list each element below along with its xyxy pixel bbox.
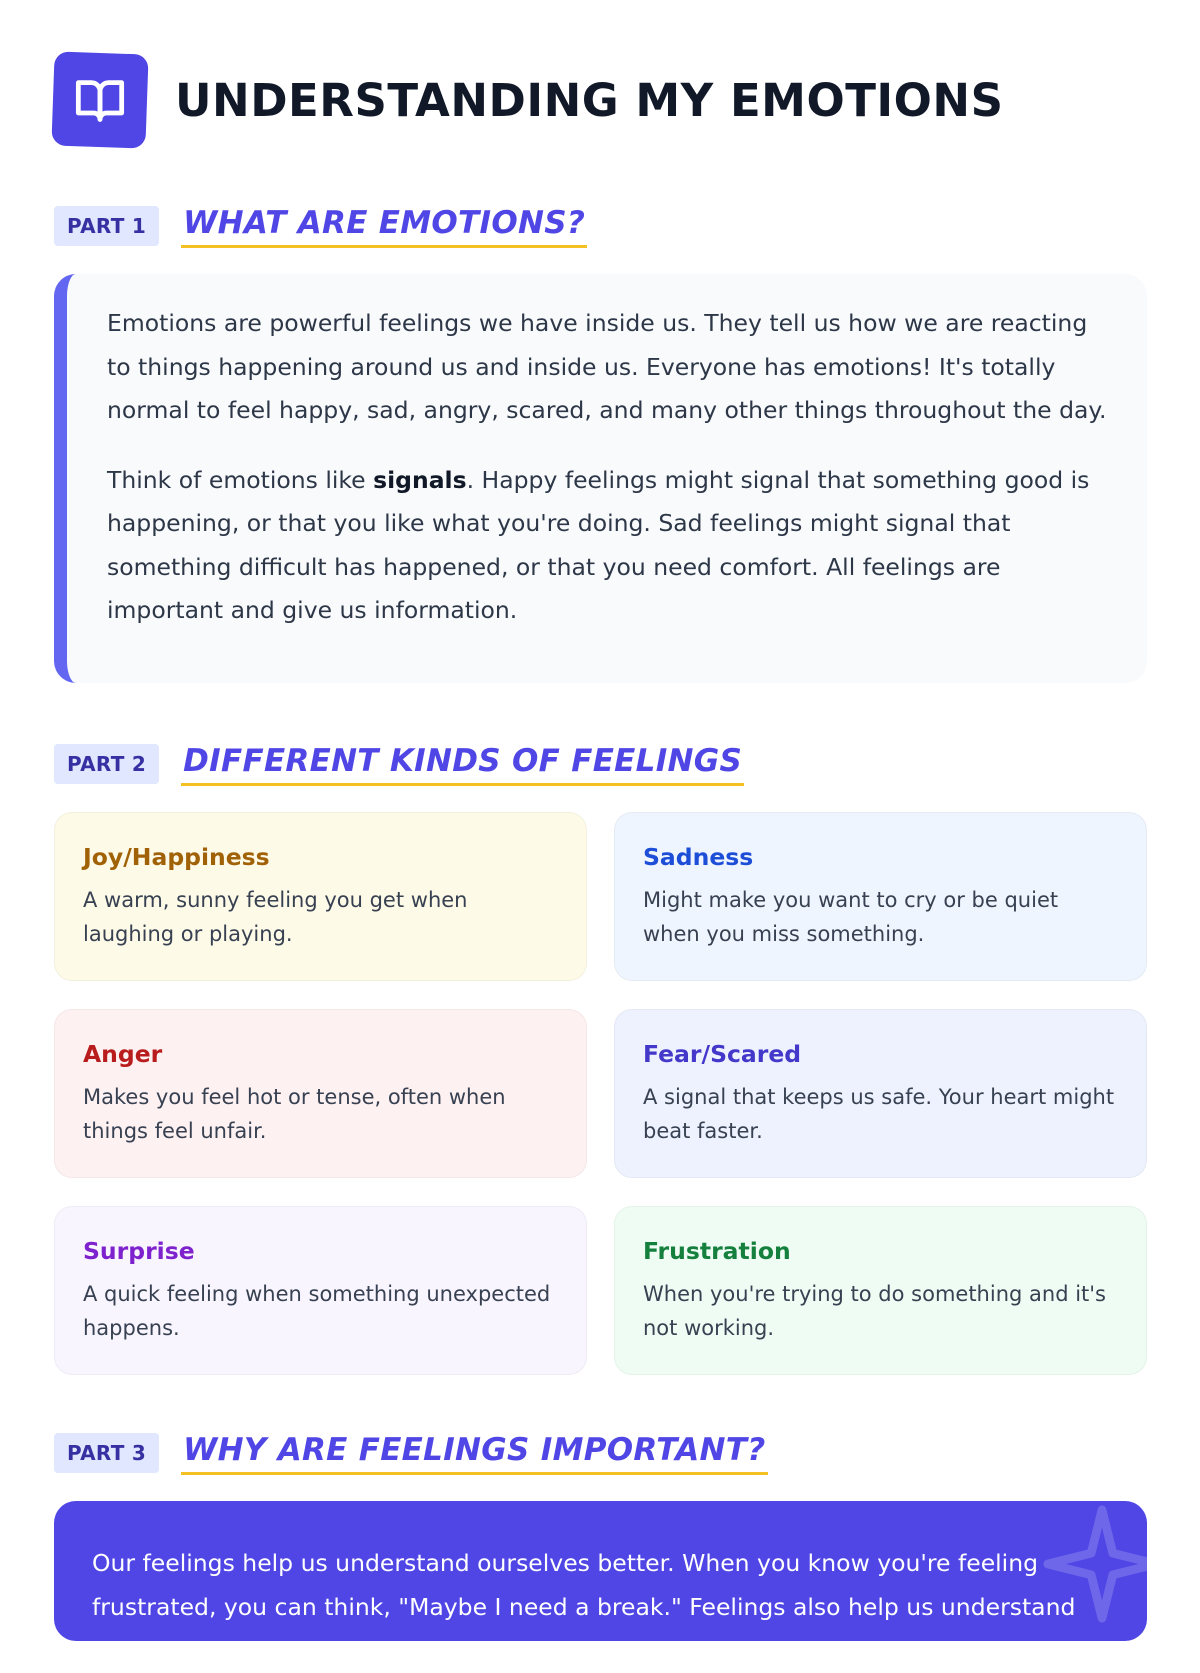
feeling-card-joy: [54, 812, 587, 981]
feeling-description: A quick feeling when something unexpected happens.: [83, 1282, 551, 1340]
section-heading-part1: [54, 203, 587, 248]
section-title: DIFFERENT KINDS OF FEELINGS: [181, 741, 744, 786]
part-badge: PART 3: [54, 1433, 159, 1473]
feeling-name: Surprise: [83, 1237, 195, 1265]
feeling-name: Frustration: [643, 1237, 791, 1265]
part-badge: PART 2: [54, 744, 159, 784]
open-book-icon: [51, 51, 148, 148]
why-paragraph: Our feelings help us understand ourselves better. When you know you're feeling frustrated, you can think, "Maybe I need a break." Feelings also help us understand others.: [92, 1549, 1076, 1665]
feeling-name: Sadness: [643, 843, 754, 871]
section-title: WHY ARE FEELINGS IMPORTANT?: [181, 1430, 767, 1475]
feeling-name: Joy/Happiness: [83, 843, 270, 871]
part-badge: PART 1: [54, 206, 159, 246]
bold-keyword: signals: [373, 465, 467, 494]
feeling-description: When you're trying to do something and it's not working.: [643, 1282, 1106, 1340]
feeling-card-fear: [614, 1009, 1147, 1178]
text-span: . Happy feelings might signal that something good is happening, or that you like what you're doing. Sad feelings might signal that something difficult has happened, or that you need comfort. All feelings are important and give us information.: [107, 465, 1090, 624]
intro-card: [54, 274, 1147, 683]
section-heading-part2: [54, 741, 744, 786]
feeling-card-surprise: [54, 1206, 587, 1375]
sparkle-icon: [1037, 1499, 1167, 1629]
text-span: Think of emotions like: [107, 465, 374, 494]
intro-paragraph: [107, 459, 1107, 633]
feelings-grid: [54, 812, 1147, 1375]
page-title: UNDERSTANDING MY EMOTIONS: [175, 73, 1004, 127]
feeling-card-frustration: [614, 1206, 1147, 1375]
feeling-name: Fear/Scared: [643, 1040, 802, 1068]
section-title: WHAT ARE EMOTIONS?: [181, 203, 587, 248]
page-header: [53, 53, 1003, 147]
why-card: [54, 1501, 1147, 1665]
intro-paragraph: Emotions are powerful feelings we have inside us. They tell us how we are reacting to things happening around us and inside us. Everyone has emotions! It's totally normal to feel happy, sad, angry, scared, and many other things throughout the day.: [107, 309, 1107, 424]
feeling-card-sadness: [614, 812, 1147, 981]
feeling-description: A signal that keeps us safe. Your heart might beat faster.: [643, 1085, 1115, 1143]
feeling-description: Makes you feel hot or tense, often when things feel unfair.: [83, 1085, 506, 1143]
feeling-description: Might make you want to cry or be quiet when you miss something.: [643, 888, 1059, 946]
feeling-card-anger: [54, 1009, 587, 1178]
feeling-name: Anger: [83, 1040, 163, 1068]
section-heading-part3: [54, 1430, 768, 1475]
feeling-description: A warm, sunny feeling you get when laughing or playing.: [83, 888, 468, 946]
